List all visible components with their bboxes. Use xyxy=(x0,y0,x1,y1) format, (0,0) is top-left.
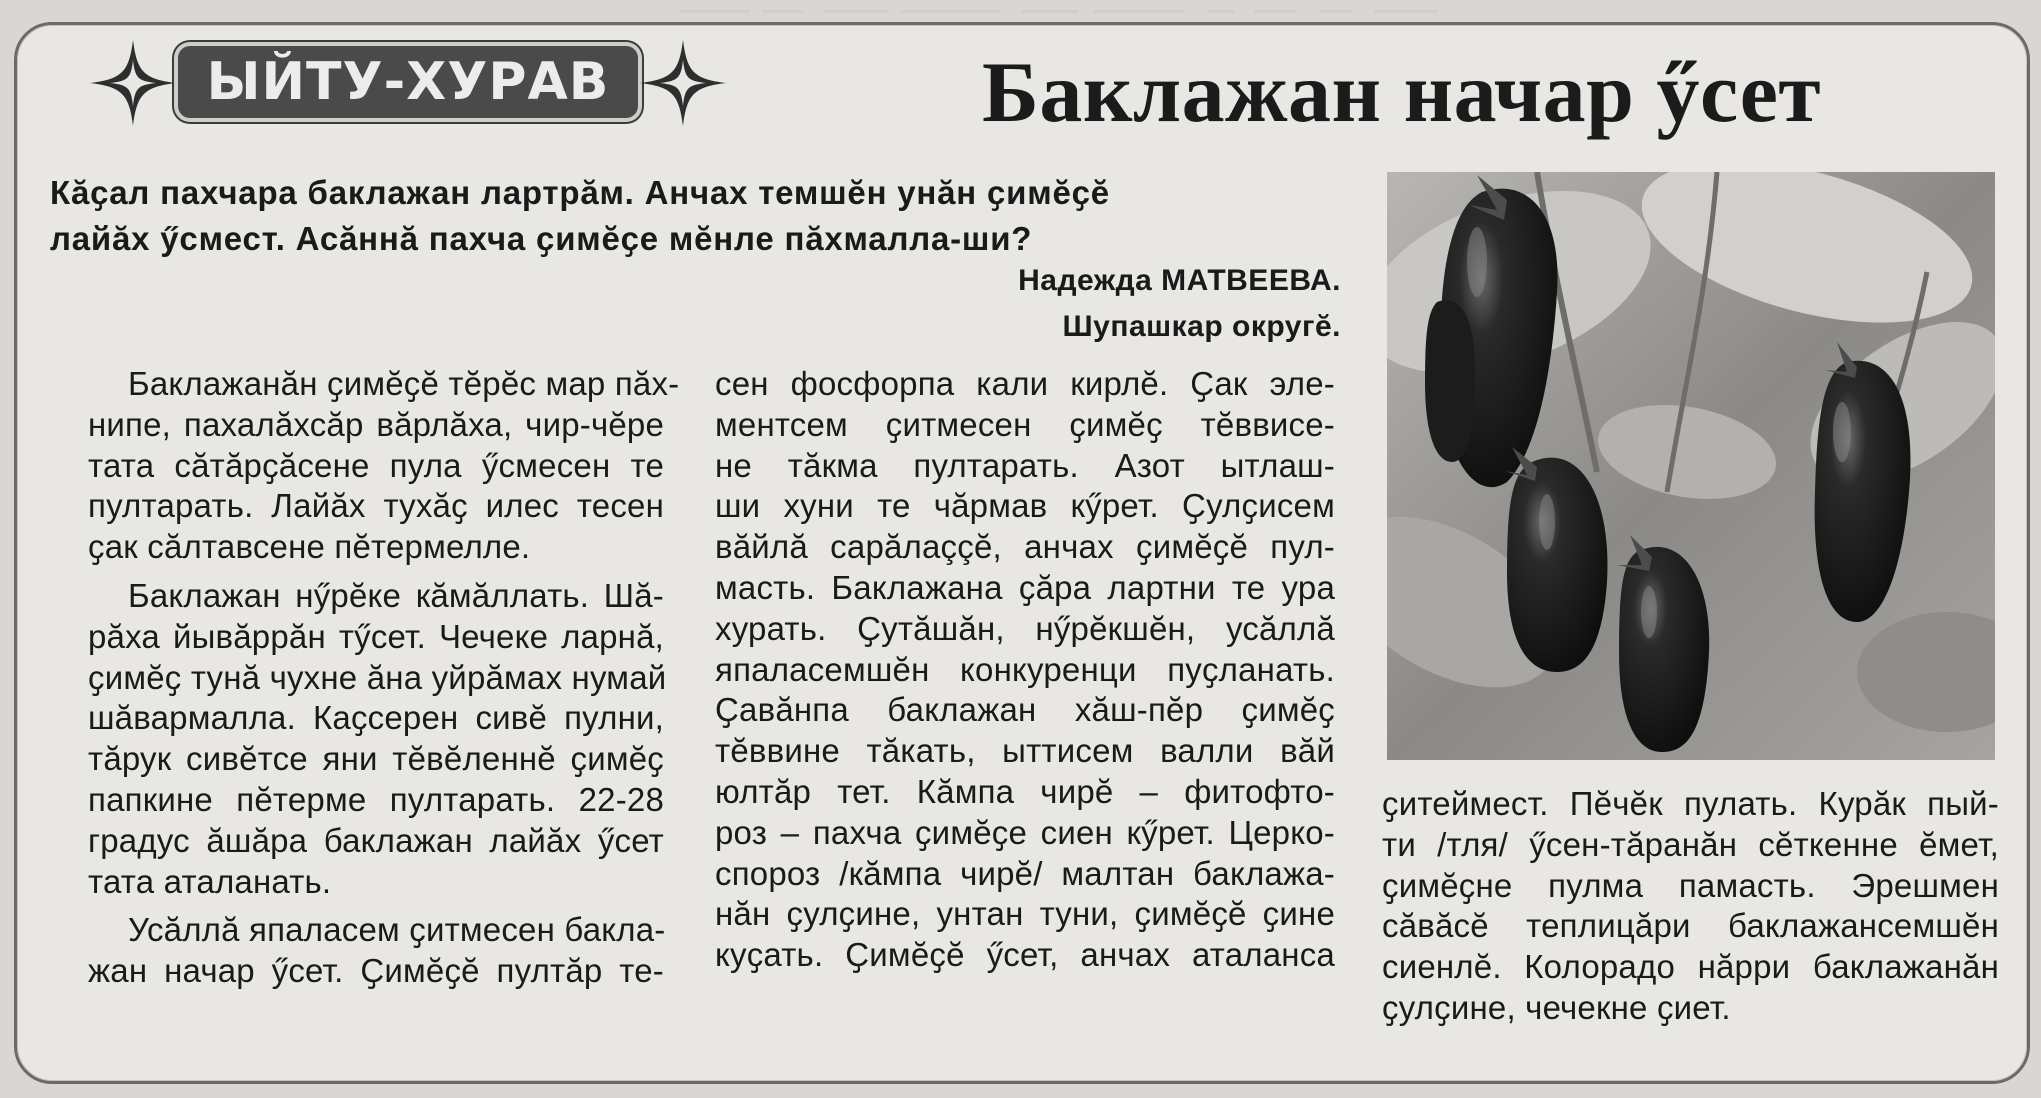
text-line: папкине пӗтерме пултарать. 22-28 xyxy=(88,780,664,818)
text-column-1 xyxy=(88,364,680,992)
text-line: Баклажанӑн ҫимӗҫӗ тӗрӗс мар пӑх- xyxy=(128,365,680,402)
text-line: ҫак сӑлтавсене пӗтермелле. xyxy=(88,528,531,566)
text-line: ши хуни те чӑрмав кӳрет. Ҫулҫисем xyxy=(715,487,1335,525)
paragraph-gap xyxy=(88,902,664,910)
text-line: куҫать. Ҫимӗҫӗ ӳсет, анчах аталанса xyxy=(715,936,1335,974)
text-column-3 xyxy=(1382,784,1999,1029)
text-line: ҫулҫине, чечекне ҫиет. xyxy=(1382,988,1731,1026)
text-line: ментсем ҫитмесен ҫимӗҫ тӗввисе- xyxy=(715,405,1335,443)
text-line: Ҫавӑнпа баклажан хӑш-пӗр ҫимӗҫ xyxy=(715,691,1335,729)
text-line: тӑрук сивӗтсе яни тӗвӗленнӗ ҫимӗҫ xyxy=(88,740,664,778)
text-line: ҫитеймест. Пӗчӗк пулать. Курӑк пый- xyxy=(1382,785,1999,822)
text-line: ти /тля/ ӳсен-тӑранӑн сӗткенне ӗмет, xyxy=(1382,825,1999,863)
author-signature xyxy=(1018,258,1341,350)
text-line: Усӑллӑ япаласем ҫитмесен бакла- xyxy=(128,911,666,949)
text-line: тата сӑтӑрҫӑсене пула ӳсмесен те xyxy=(88,446,664,484)
author-name: Надежда МАТВЕЕВА. xyxy=(1018,264,1341,297)
text-line: сен фосфорпа кали кирлӗ. Ҫак эле- xyxy=(715,365,1335,402)
lead-question xyxy=(50,170,1340,262)
text-line: ҫимӗҫне пулма памасть. Эрешмен xyxy=(1382,866,1999,904)
text-line: жан начар ӳсет. Ҫимӗҫӗ пултӑр те- xyxy=(88,952,664,990)
lead-line: лайӑх ӳсмест. Асӑннӑ пахча ҫимӗҫе мӗнле пӑхмалла-ши? xyxy=(50,220,1033,257)
text-line: юлтӑр тет. Кӑмпа чирӗ – фитофто- xyxy=(715,772,1335,810)
text-line: япаласемшӗн конкуренци пуҫланать. xyxy=(715,650,1335,688)
lead-line: Кӑҫал пахчара баклажан лартрӑм. Анчах темшӗн унӑн ҫимӗҫӗ xyxy=(50,174,1110,211)
article-headline: Баклажан начар ӳсет xyxy=(982,44,1822,140)
eggplant-photo xyxy=(1387,172,1995,760)
text-line: тӗввине тӑкать, ыттисем валли вӑй xyxy=(715,732,1335,770)
text-line: Баклажан нӳрӗке кӑмӑллать. Шӑ- xyxy=(128,576,664,614)
text-line: нипе, пахалӑхсӑр вӑрлӑха, чир-чӗре xyxy=(88,405,664,443)
text-line: градус ӑшӑра баклажан лайӑх ӳсет xyxy=(88,821,664,859)
text-line: масть. Баклажана ҫӑра лартни те ура xyxy=(715,568,1335,606)
sparkle-right-icon xyxy=(638,38,728,128)
rubric-banner xyxy=(48,38,738,128)
text-line: не тӑкма пултарать. Азот ытлаш- xyxy=(715,446,1335,484)
eggplant-illustration xyxy=(1387,172,1995,760)
text-line: ҫимӗҫ тунӑ чухне ӑна уйрӑмах нумай xyxy=(88,658,667,696)
text-line: роз – пахча ҫимӗҫе сиен кӳрет. Церко- xyxy=(715,813,1335,851)
text-line: тата аталанать. xyxy=(88,862,332,900)
text-line: спороз /кӑмпа чирӗ/ малтан баклажа- xyxy=(715,854,1335,892)
sparkle-left-icon xyxy=(88,38,178,128)
text-line: рӑха йывӑррӑн тӳсет. Чечеке ларнӑ, xyxy=(88,617,664,655)
text-column-2 xyxy=(715,364,1335,976)
paragraph-gap xyxy=(88,568,664,576)
text-line: шӑвармалла. Каҫсерен сивӗ пулни, xyxy=(88,699,664,737)
text-line: пултарать. Лайӑх тухӑҫ илес тесен xyxy=(88,487,664,525)
text-line: сиенлӗ. Колорадо нӑрри баклажанӑн xyxy=(1382,948,1999,986)
rubric-title: ЫЙТУ-ХУРАВ xyxy=(206,52,610,112)
author-place: Шупашкар округӗ. xyxy=(1062,310,1341,343)
text-line: нӑн ҫулҫине, унтан туни, ҫимӗҫӗ ҫине xyxy=(715,895,1335,933)
text-line: вӑйлӑ сарӑлаççӗ, анчах ҫимӗҫӗ пул- xyxy=(715,528,1335,566)
text-line: хурать. Ҫутӑшӑн, нӳрӗкшӗн, усӑллӑ xyxy=(715,609,1335,647)
text-line: сӑвӑсӗ теплицӑри баклажансемшӗн xyxy=(1382,907,1999,945)
